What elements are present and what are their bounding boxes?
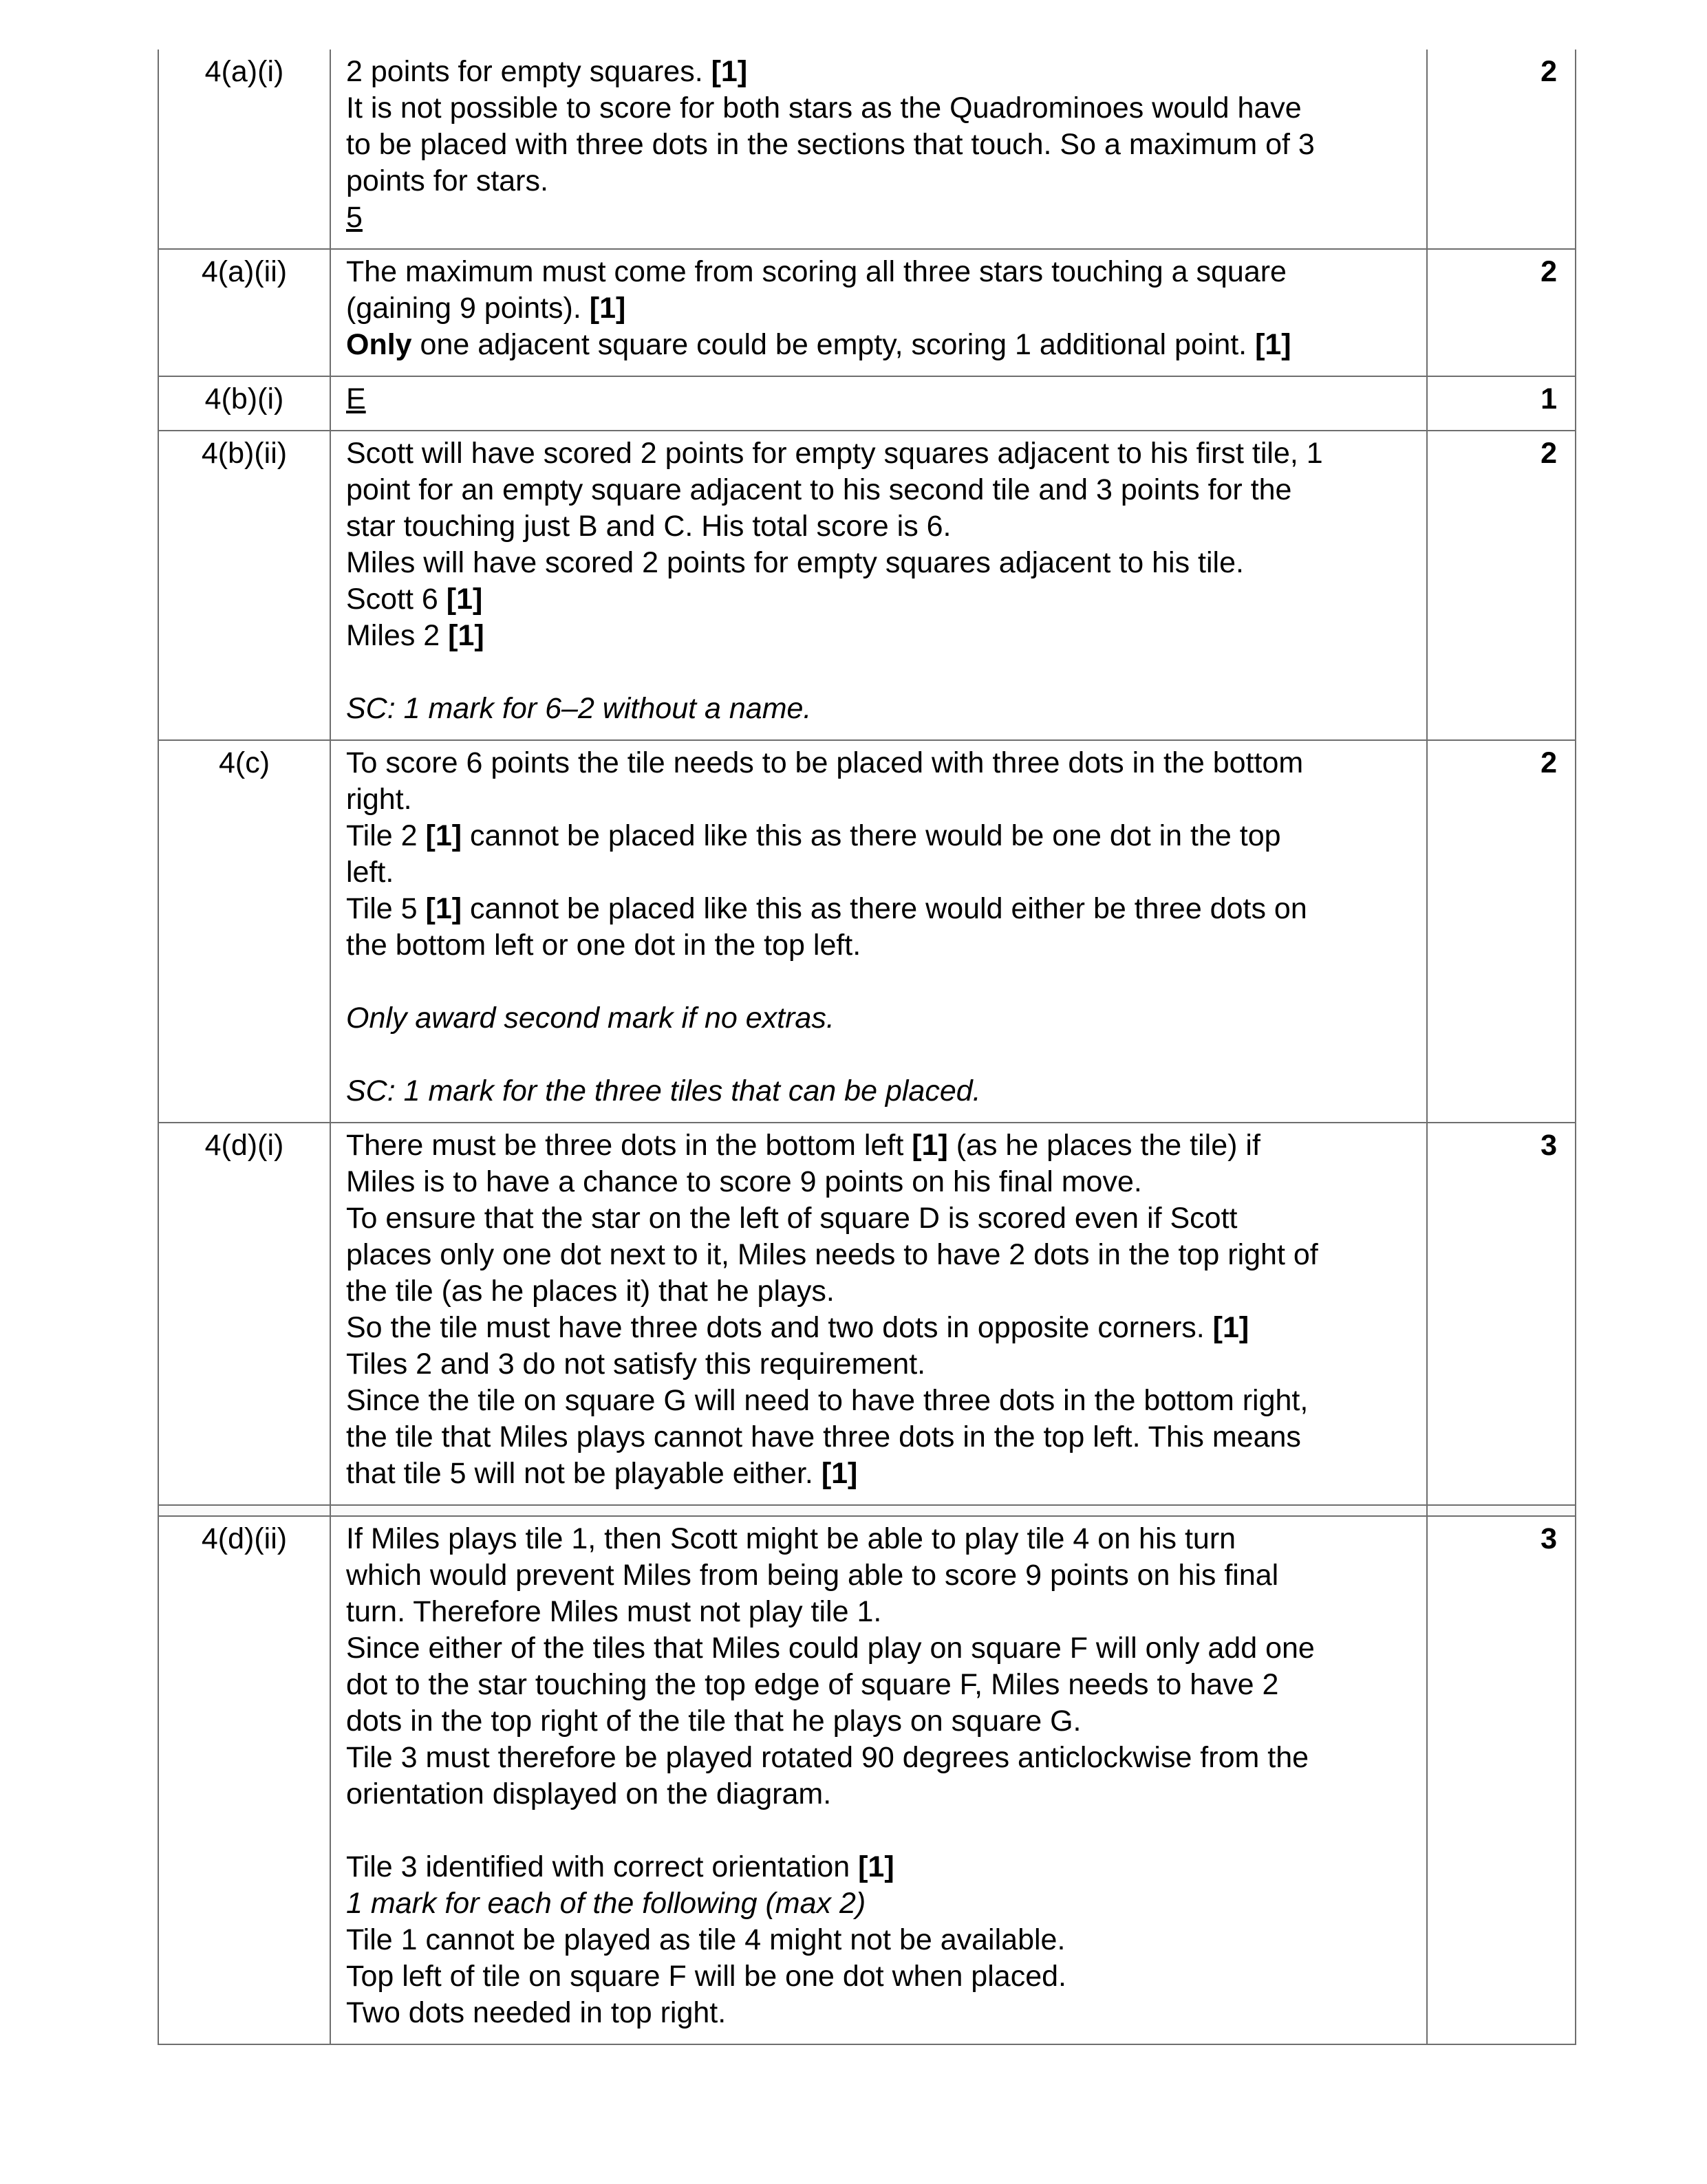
answer-line (346, 1273, 1406, 1310)
answer-text: It is not possible to score for both stars as the Quadrominoes would have (346, 91, 1302, 125)
answer-text: Two dots needed in top right. (346, 1996, 727, 2029)
answer-text: cannot be placed like this as there would either be three dots on (462, 892, 1307, 925)
answer-text: [1] (711, 55, 748, 88)
answer-text: right. (346, 783, 412, 816)
answer-line (346, 163, 1406, 199)
marks-value: 1 (1427, 376, 1576, 431)
answer-text: Tile 1 cannot be played as tile 4 might not be available. (346, 1923, 1066, 1956)
table-row (158, 1516, 1576, 2044)
answer-text: points for stars. (346, 164, 548, 197)
answer-line (346, 54, 1406, 90)
answer-line (346, 1237, 1406, 1273)
answer-line (346, 90, 1406, 127)
marks-value: 3 (1427, 1516, 1576, 2044)
answer-line (346, 1073, 1406, 1110)
answer-text: [1] (1255, 328, 1291, 361)
answer-line (346, 854, 1406, 891)
answer-text: cannot be placed like this as there would be one dot in the top (462, 819, 1281, 852)
answer-line (346, 1594, 1406, 1630)
answer-text: the bottom left or one dot in the top left. (346, 929, 861, 962)
question-number: 4(a)(i) (158, 50, 330, 249)
answer-text: Miles is to have a chance to score 9 points on his final move. (346, 1165, 1142, 1198)
answer-text: [1] (448, 619, 484, 652)
answer-line (346, 1127, 1406, 1164)
answer-cell (330, 1516, 1427, 2044)
answer-text: which would prevent Miles from being able to score 9 points on his final (346, 1559, 1279, 1592)
answer-text: 2 points for empty squares. (346, 55, 711, 88)
separator-cell (158, 1505, 330, 1516)
answer-line (346, 1740, 1406, 1776)
marks-value: 2 (1427, 249, 1576, 376)
answer-line (346, 1346, 1406, 1383)
table-row (158, 431, 1576, 740)
answer-text: 5 (346, 201, 363, 234)
answer-text: to be placed with three dots in the sections that touch. So a maximum of 3 (346, 128, 1315, 161)
answer-text: one adjacent square could be empty, scoring 1 additional point. (411, 328, 1256, 361)
answer-text: To score 6 points the tile needs to be placed with three dots in the bottom (346, 746, 1304, 779)
marks-value: 2 (1427, 740, 1576, 1123)
answer-line (346, 1383, 1406, 1419)
answer-cell (330, 50, 1427, 249)
answer-text: To ensure that the star on the left of square D is scored even if Scott (346, 1202, 1238, 1235)
answer-cell (330, 431, 1427, 740)
answer-text: [1] (912, 1129, 948, 1162)
answer-text: [1] (858, 1850, 894, 1883)
answer-text: SC: 1 mark for the three tiles that can be placed. (346, 1074, 981, 1107)
answer-text: Since the tile on square G will need to have three dots in the bottom right, (346, 1384, 1309, 1417)
answer-line (346, 435, 1406, 472)
answer-line (346, 508, 1406, 545)
answer-line (346, 1667, 1406, 1703)
answer-line (346, 472, 1406, 508)
answer-line (346, 254, 1406, 290)
answer-line (346, 127, 1406, 163)
answer-text: 1 mark for each of the following (max 2) (346, 1887, 866, 1920)
answer-text: E (346, 382, 366, 415)
answer-text: star touching just B and C. His total score is 6. (346, 510, 952, 543)
answer-line (346, 1200, 1406, 1237)
answer-line (346, 1310, 1406, 1346)
answer-text: The maximum must come from scoring all three stars touching a square (346, 255, 1287, 288)
answer-text: the tile that Miles plays cannot have three dots in the top left. This means (346, 1420, 1301, 1453)
answer-line (346, 1995, 1406, 2031)
answer-text: Top left of tile on square F will be one dot when placed. (346, 1960, 1066, 1993)
answer-line (346, 290, 1406, 327)
answer-line (346, 1630, 1406, 1667)
answer-text: There must be three dots in the bottom left (346, 1129, 912, 1162)
answer-line (346, 1521, 1406, 1557)
answer-line (346, 891, 1406, 927)
answer-text: Tile 2 (346, 819, 426, 852)
answer-line (346, 381, 1406, 418)
answer-line (346, 781, 1406, 818)
table-row (158, 1123, 1576, 1505)
answer-line (346, 327, 1406, 363)
answer-text: Only award second mark if no extras. (346, 1002, 835, 1035)
question-number: 4(d)(ii) (158, 1516, 330, 2044)
answer-line (346, 1164, 1406, 1200)
answer-text: the tile (as he places it) that he plays. (346, 1275, 835, 1308)
answer-line (346, 1885, 1406, 1922)
answer-text: [1] (425, 892, 462, 925)
answer-line (346, 745, 1406, 781)
answer-line (346, 927, 1406, 964)
separator-cell (1427, 1505, 1576, 1516)
answer-line (346, 1037, 1406, 1073)
answer-cell (330, 1123, 1427, 1505)
answer-text: Tile 5 (346, 892, 426, 925)
answer-text: So the tile must have three dots and two dots in opposite corners. (346, 1311, 1213, 1344)
marks-value: 2 (1427, 431, 1576, 740)
answer-line (346, 618, 1406, 654)
answer-line (346, 818, 1406, 854)
answer-line (346, 964, 1406, 1000)
answer-line (346, 199, 1406, 236)
answer-text: Scott 6 (346, 583, 447, 616)
answer-text: [1] (1212, 1311, 1249, 1344)
answer-text: places only one dot next to it, Miles needs to have 2 dots in the top right of (346, 1238, 1318, 1271)
answer-text: Since either of the tiles that Miles could play on square F will only add one (346, 1632, 1315, 1665)
answer-text: Tiles 2 and 3 do not satisfy this requirement. (346, 1348, 926, 1381)
answer-line (346, 581, 1406, 618)
answer-text: left. (346, 856, 394, 889)
answer-line (346, 1456, 1406, 1492)
answer-text: If Miles plays tile 1, then Scott might be able to play tile 4 on his turn (346, 1522, 1236, 1555)
answer-text: (as he places the tile) if (947, 1129, 1260, 1162)
answer-line (346, 1703, 1406, 1740)
answer-text: [1] (821, 1457, 858, 1490)
mark-scheme-body (158, 50, 1576, 2044)
answer-text: point for an empty square adjacent to his second tile and 3 points for the (346, 473, 1292, 506)
answer-text: Tile 3 must therefore be played rotated 90 degrees anticlockwise from the (346, 1741, 1309, 1774)
table-row (158, 376, 1576, 431)
answer-text: Only (346, 328, 412, 361)
answer-text: orientation displayed on the diagram. (346, 1777, 832, 1810)
answer-text: [1] (425, 819, 462, 852)
answer-line (346, 1419, 1406, 1456)
answer-text: Tile 3 identified with correct orientation (346, 1850, 859, 1883)
answer-line (346, 1849, 1406, 1885)
question-number: 4(b)(ii) (158, 431, 330, 740)
answer-text: [1] (589, 292, 626, 325)
table-row (158, 50, 1576, 249)
question-number: 4(c) (158, 740, 330, 1123)
answer-text: (gaining 9 points). (346, 292, 590, 325)
answer-text: [1] (446, 583, 483, 616)
marks-value: 3 (1427, 1123, 1576, 1505)
separator-cell (330, 1505, 1427, 1516)
answer-line (346, 654, 1406, 691)
answer-line (346, 545, 1406, 581)
question-number: 4(a)(ii) (158, 249, 330, 376)
answer-text: Miles 2 (346, 619, 449, 652)
marks-value: 2 (1427, 50, 1576, 249)
answer-line (346, 691, 1406, 727)
answer-cell (330, 740, 1427, 1123)
answer-line (346, 1776, 1406, 1813)
answer-text: Scott will have scored 2 points for empty squares adjacent to his first tile, 1 (346, 437, 1323, 470)
answer-text: dot to the star touching the top edge of square F, Miles needs to have 2 (346, 1668, 1279, 1701)
answer-text: that tile 5 will not be playable either. (346, 1457, 822, 1490)
answer-line (346, 1958, 1406, 1995)
answer-line (346, 1000, 1406, 1037)
table-row (158, 740, 1576, 1123)
table-row (158, 249, 1576, 376)
answer-text: turn. Therefore Miles must not play tile 1. (346, 1595, 882, 1628)
mark-scheme-table (158, 50, 1576, 2045)
answer-line (346, 1557, 1406, 1594)
answer-text: Miles will have scored 2 points for empty squares adjacent to his tile. (346, 546, 1244, 579)
answer-line (346, 1813, 1406, 1849)
question-number: 4(d)(i) (158, 1123, 330, 1505)
answer-text: dots in the top right of the tile that he plays on square G. (346, 1705, 1082, 1738)
answer-text: SC: 1 mark for 6–2 without a name. (346, 692, 812, 725)
question-number: 4(b)(i) (158, 376, 330, 431)
row-separator (158, 1505, 1576, 1516)
answer-line (346, 1922, 1406, 1958)
answer-cell (330, 376, 1427, 431)
answer-cell (330, 249, 1427, 376)
